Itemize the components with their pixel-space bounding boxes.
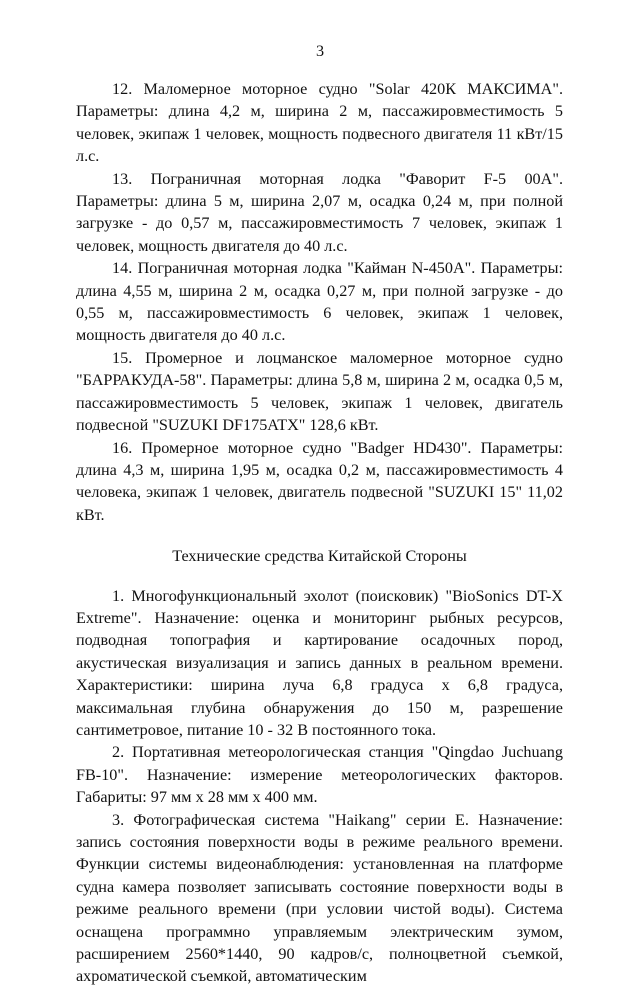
document-body [76, 78, 563, 988]
vessel-item-16: 16. Промерное моторное судно "Badger HD430". Параметры: длина 4,3 м, ширина 1,95 м, осадка 0,2 м, пассажировместимость 4 человека, экипаж 1 человек, двигатель подвесной "SUZUKI 15" 11,02 кВт. [76, 438, 563, 524]
vessel-item-14: 14. Пограничная моторная лодка "Кайман N-450А". Параметры: длина 4,55 м, ширина 2 м, осадка 0,27 м, при полной загрузке - до 0,55 м, пассажировместимость 6 человек, экипаж 1 человек, мощность двигателя до 40 л.с. [76, 259, 563, 345]
equipment-item-2: 2. Портативная метеорологическая станция "Qingdao Juchuang FB-10". Назначение: измерение метеорологических факторов. Габариты: 97 мм x 28 мм x 400 мм. [76, 743, 563, 807]
vessel-item-13: 13. Пограничная моторная лодка "Фаворит F-5 00А". Параметры: длина 5 м, ширина 2,07 м, осадка 0,24 м, при полной загрузке - до 0,57 м, пассажировместимость 7 человек, экипаж 1 человек, мощность двигателя до 40 л.с. [76, 169, 563, 255]
section-heading: Технические средства Китайской Стороны [172, 547, 467, 566]
equipment-item-3: 3. Фотографическая система "Haikang" серии E. Назначение: запись состояния поверхности воды в режиме реального времени. Функции системы видеонаблюдения: установленная на платформе судна камера позволяет записывать состояние поверхности воды в режиме реального времени (при условии чистой воды). Система оснащена программно управляемым электрическим зумом, расширением 2560*1440, 90 кадров/с, полноцветной съемкой, ахроматической съемкой, автоматическим [76, 810, 563, 986]
vessel-item-15: 15. Промерное и лоцманское маломерное моторное судно "БАРРАКУДА-58". Параметры: длина 5,8 м, ширина 2 м, осадка 0,5 м, пассажировместимость 5 человек, экипаж 1 человек, двигатель подвесной "SUZUKI DF175ATX" 128,6 кВт. [76, 348, 563, 435]
equipment-item-1: 1. Многофункциональный эхолот (поисковик) "BioSonics DT-X Extreme". Назначение: оценка и мониторинг рыбных ресурсов, подводная топография и картирование осадочных пород, акустическая визуализация и запись данных в реальном времени. Характеристики: ширина луча 6,8 градуса x 6,8 градуса, максимальная глубина обнаружения до 150 м, разрешение сантиметровое, питание 10 - 32 В постоянного тока. [76, 586, 563, 739]
vessel-item-12: 12. Маломерное моторное судно "Solar 420К МАКСИМА". Параметры: длина 4,2 м, ширина 2 м, пассажировместимость 5 человек, экипаж 1 человек, мощность подвесного двигателя 11 кВт/15 л.с. [76, 80, 563, 166]
page-number: 3 [315, 42, 325, 60]
